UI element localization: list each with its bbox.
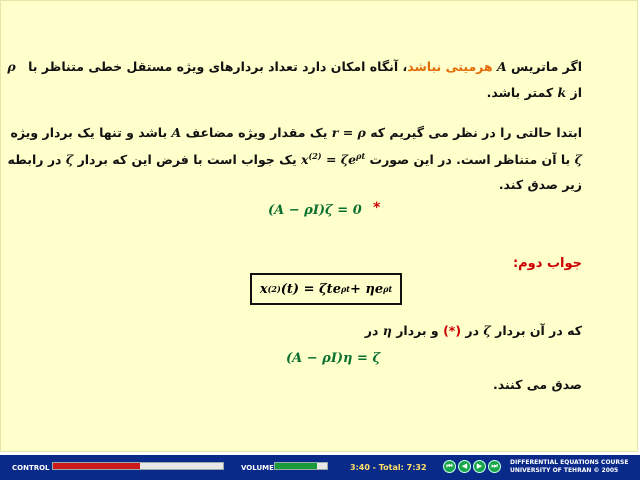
expression: + ηe <box>349 281 384 297</box>
x-symbol: x <box>259 281 268 297</box>
paragraph-3-line-2: صدق می کنند. <box>492 377 582 392</box>
star-marker: * <box>373 200 381 216</box>
control-label: CONTROL <box>12 464 50 472</box>
text: در <box>465 323 480 338</box>
paragraph-1-line-2 <box>487 85 582 100</box>
text: که در آن بردار <box>495 323 582 338</box>
k-symbol: k <box>557 85 567 100</box>
text: ، آنگاه امکان دارد تعداد بردارهای ویژه مستقل خطی متناظر با <box>28 59 408 74</box>
volume-fill <box>275 463 317 469</box>
next-icon[interactable]: ▶ <box>473 460 486 473</box>
exponent: ρt <box>383 284 393 294</box>
text: از <box>570 85 582 100</box>
star-reference: (*) <box>443 323 462 338</box>
x2-expression <box>301 152 365 167</box>
eta-symbol: η <box>382 323 392 338</box>
text: کمتر باشد. <box>486 85 554 100</box>
section-title: جواب دوم: <box>512 256 582 271</box>
matrix-symbol: A <box>171 125 182 140</box>
text: ابتدا حالتی را در نظر می گیریم که <box>370 125 582 140</box>
time-readout: 3:40 - Total: 7:32 <box>350 463 427 472</box>
paragraph-2-line-3: زیر صدق کند. <box>498 177 582 192</box>
text: یک جواب است با فرض این که بردار <box>77 152 297 168</box>
highlight-text: هرمیتی نباشد <box>407 59 493 74</box>
control-progress-fill <box>53 463 140 469</box>
control-bar <box>0 455 640 480</box>
zeta-symbol: ζ <box>483 323 491 338</box>
exponent: ρt <box>340 284 350 294</box>
control-slider[interactable] <box>52 462 224 470</box>
equation-1: (A − ρI)ζ = 0 <box>268 203 362 218</box>
superscript: (2) <box>308 151 322 161</box>
text: باشد و تنها یک بردار ویژه <box>10 125 168 140</box>
equation-2: (A − ρI)η = ζ <box>286 351 381 366</box>
expression: = ζe <box>321 152 357 168</box>
zeta-symbol: ζ <box>574 152 582 168</box>
rho-symbol: ρ <box>7 59 16 74</box>
boxed-equation <box>250 273 402 305</box>
text: در رابطه <box>7 152 62 168</box>
first-icon[interactable]: ⏮ <box>443 460 456 473</box>
text: و بردار <box>396 323 439 338</box>
zeta-symbol: ζ <box>65 152 74 168</box>
text: اگر ماتریس <box>511 59 582 74</box>
superscript: (2) <box>267 284 281 294</box>
paragraph-2-line-1 <box>11 125 582 140</box>
r-equals-rho: r = ρ <box>331 125 366 140</box>
exponent: ρt <box>356 151 366 161</box>
last-icon[interactable]: ⏭ <box>488 460 501 473</box>
prev-icon[interactable]: ◀ <box>458 460 471 473</box>
course-title: DIFFERENTIAL EQUATIONS COURSE <box>510 459 629 466</box>
text: یک مقدار ویژه مضاعف <box>185 125 328 140</box>
x-symbol: x <box>301 152 309 168</box>
text: با آن متناظر است. در این صورت <box>369 152 571 168</box>
expression: (t) = ζte <box>280 281 341 297</box>
matrix-symbol: A <box>496 59 507 74</box>
volume-slider[interactable] <box>274 462 328 470</box>
paragraph-1-line-1 <box>7 59 582 74</box>
text: در <box>364 323 379 338</box>
paragraph-2-line-2 <box>8 151 582 167</box>
volume-label: VOLUME <box>241 464 274 472</box>
paragraph-3-line-1 <box>365 323 582 338</box>
course-info <box>510 459 628 475</box>
course-university: UNIVERSITY OF TEHRAN © 2005 <box>510 467 619 474</box>
